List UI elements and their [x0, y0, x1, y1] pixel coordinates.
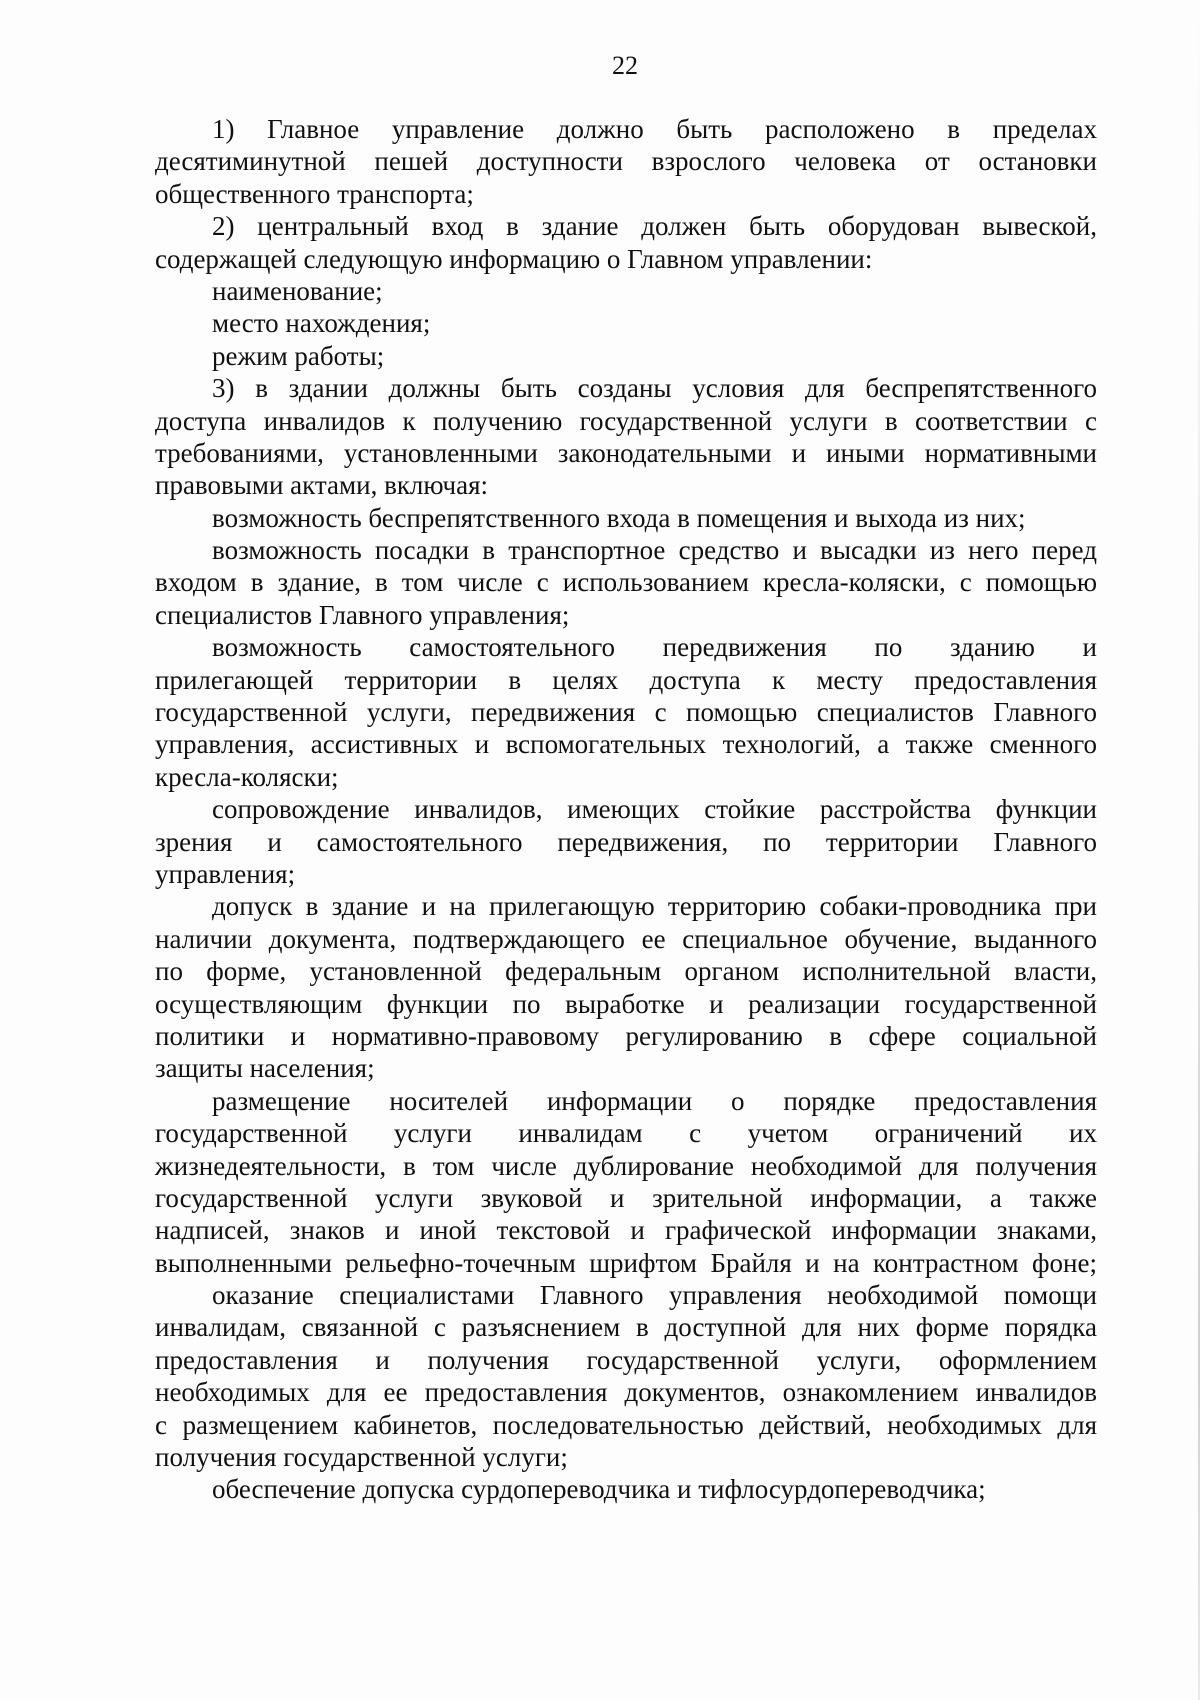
text-line: входом в здание, в том числе с использованием кресла-коляски, с помощью: [155, 567, 1097, 598]
text-line: обеспечение допуска сурдопереводчика и тифлосурдопереводчика;: [212, 1474, 986, 1505]
text-line: доступа инвалидов к получению государственной услуги в соответствии с: [155, 405, 1097, 436]
text-line: государственной услуги инвалидам с учетом ограничений их: [155, 1118, 1097, 1149]
text-line: надписей, знаков и иной текстовой и графической информации знаками,: [155, 1215, 1097, 1246]
document-body: [155, 113, 1097, 1506]
paragraph: [155, 502, 1097, 534]
text-line: десятиминутной пешей доступности взрослого человека от остановки: [155, 146, 1097, 177]
text-line: защиты населения;: [155, 1053, 375, 1084]
text-line: осуществляющим функции по выработке и реализации государственной: [155, 988, 1097, 1019]
text-line: правовыми актами, включая:: [155, 470, 489, 501]
text-line: 1) Главное управление должно быть расположено в пределах: [212, 114, 1097, 144]
paragraph: [155, 534, 1097, 631]
text-line: предоставления и получения государственной услуги, оформлением: [155, 1344, 1097, 1375]
text-line: возможность посадки в транспортное средство и высадки из него перед: [212, 535, 1097, 566]
text-line: оказание специалистами Главного управления необходимой помощи: [212, 1280, 1097, 1311]
text-line: специалистов Главного управления;: [155, 599, 570, 630]
text-line: сопровождение инвалидов, имеющих стойкие расстройства функции: [212, 794, 1097, 825]
paragraph: [155, 210, 1097, 275]
text-line: политики и нормативно-правовому регулированию в сфере социальной: [155, 1020, 1097, 1051]
text-line: государственной услуги, передвижения с помощью специалистов Главного: [155, 697, 1097, 728]
paragraph: [155, 890, 1097, 1084]
text-line: кресла-коляски;: [155, 761, 339, 792]
paragraph: [155, 340, 1097, 372]
text-line: 3) в здании должны быть созданы условия для беспрепятственного: [212, 373, 1097, 404]
text-line: получения государственной услуги;: [155, 1442, 568, 1473]
text-line: управления;: [155, 858, 296, 889]
paragraph: [155, 793, 1097, 890]
paragraph: [155, 113, 1097, 210]
text-line: допуск в здание и на прилегающую территорию собаки-проводника при: [212, 891, 1097, 922]
text-line: режим работы;: [212, 340, 385, 371]
text-line: требованиями, установленными законодательными и иными нормативными: [155, 437, 1097, 468]
text-line: выполненными рельефно-точечным шрифтом Брайля и на контрастном фоне;: [155, 1247, 1097, 1278]
page-number: 22: [612, 51, 638, 80]
text-line: наличии документа, подтверждающего ее специальное обучение, выданного: [155, 923, 1097, 954]
paragraph: [155, 1473, 1097, 1505]
text-line: 2) центральный вход в здание должен быть оборудован вывеской,: [212, 211, 1097, 242]
text-line: возможность самостоятельного передвижения по зданию и: [212, 632, 1097, 663]
text-line: управления, ассистивных и вспомогательных технологий, а также сменного: [155, 729, 1097, 760]
text-line: необходимых для ее предоставления документов, ознакомлением инвалидов: [155, 1377, 1097, 1408]
text-line: наименование;: [212, 275, 383, 306]
text-line: по форме, установленной федеральным органом исполнительной власти,: [155, 956, 1097, 987]
text-line: содержащей следующую информацию о Главном управлении:: [155, 243, 873, 274]
paragraph: [155, 1085, 1097, 1279]
text-line: место нахождения;: [212, 308, 431, 339]
text-line: прилегающей территории в целях доступа к месту предоставления: [155, 664, 1097, 695]
text-line: возможность беспрепятственного входа в помещения и выхода из них;: [212, 502, 1026, 533]
paragraph: [155, 307, 1097, 339]
text-line: общественного транспорта;: [155, 178, 474, 209]
text-line: зрения и самостоятельного передвижения, по территории Главного: [155, 826, 1097, 857]
paragraph: [155, 372, 1097, 502]
paragraph: [155, 275, 1097, 307]
text-line: инвалидам, связанной с разъяснением в доступной для них форме порядка: [155, 1312, 1097, 1343]
paragraph: [155, 631, 1097, 793]
text-line: с размещением кабинетов, последовательностью действий, необходимых для: [155, 1409, 1097, 1440]
paragraph: [155, 1279, 1097, 1473]
text-line: государственной услуги звуковой и зрительной информации, а также: [155, 1182, 1097, 1213]
text-line: жизнедеятельности, в том числе дублирование необходимой для получения: [155, 1150, 1097, 1181]
text-line: размещение носителей информации о порядке предоставления: [212, 1085, 1097, 1116]
